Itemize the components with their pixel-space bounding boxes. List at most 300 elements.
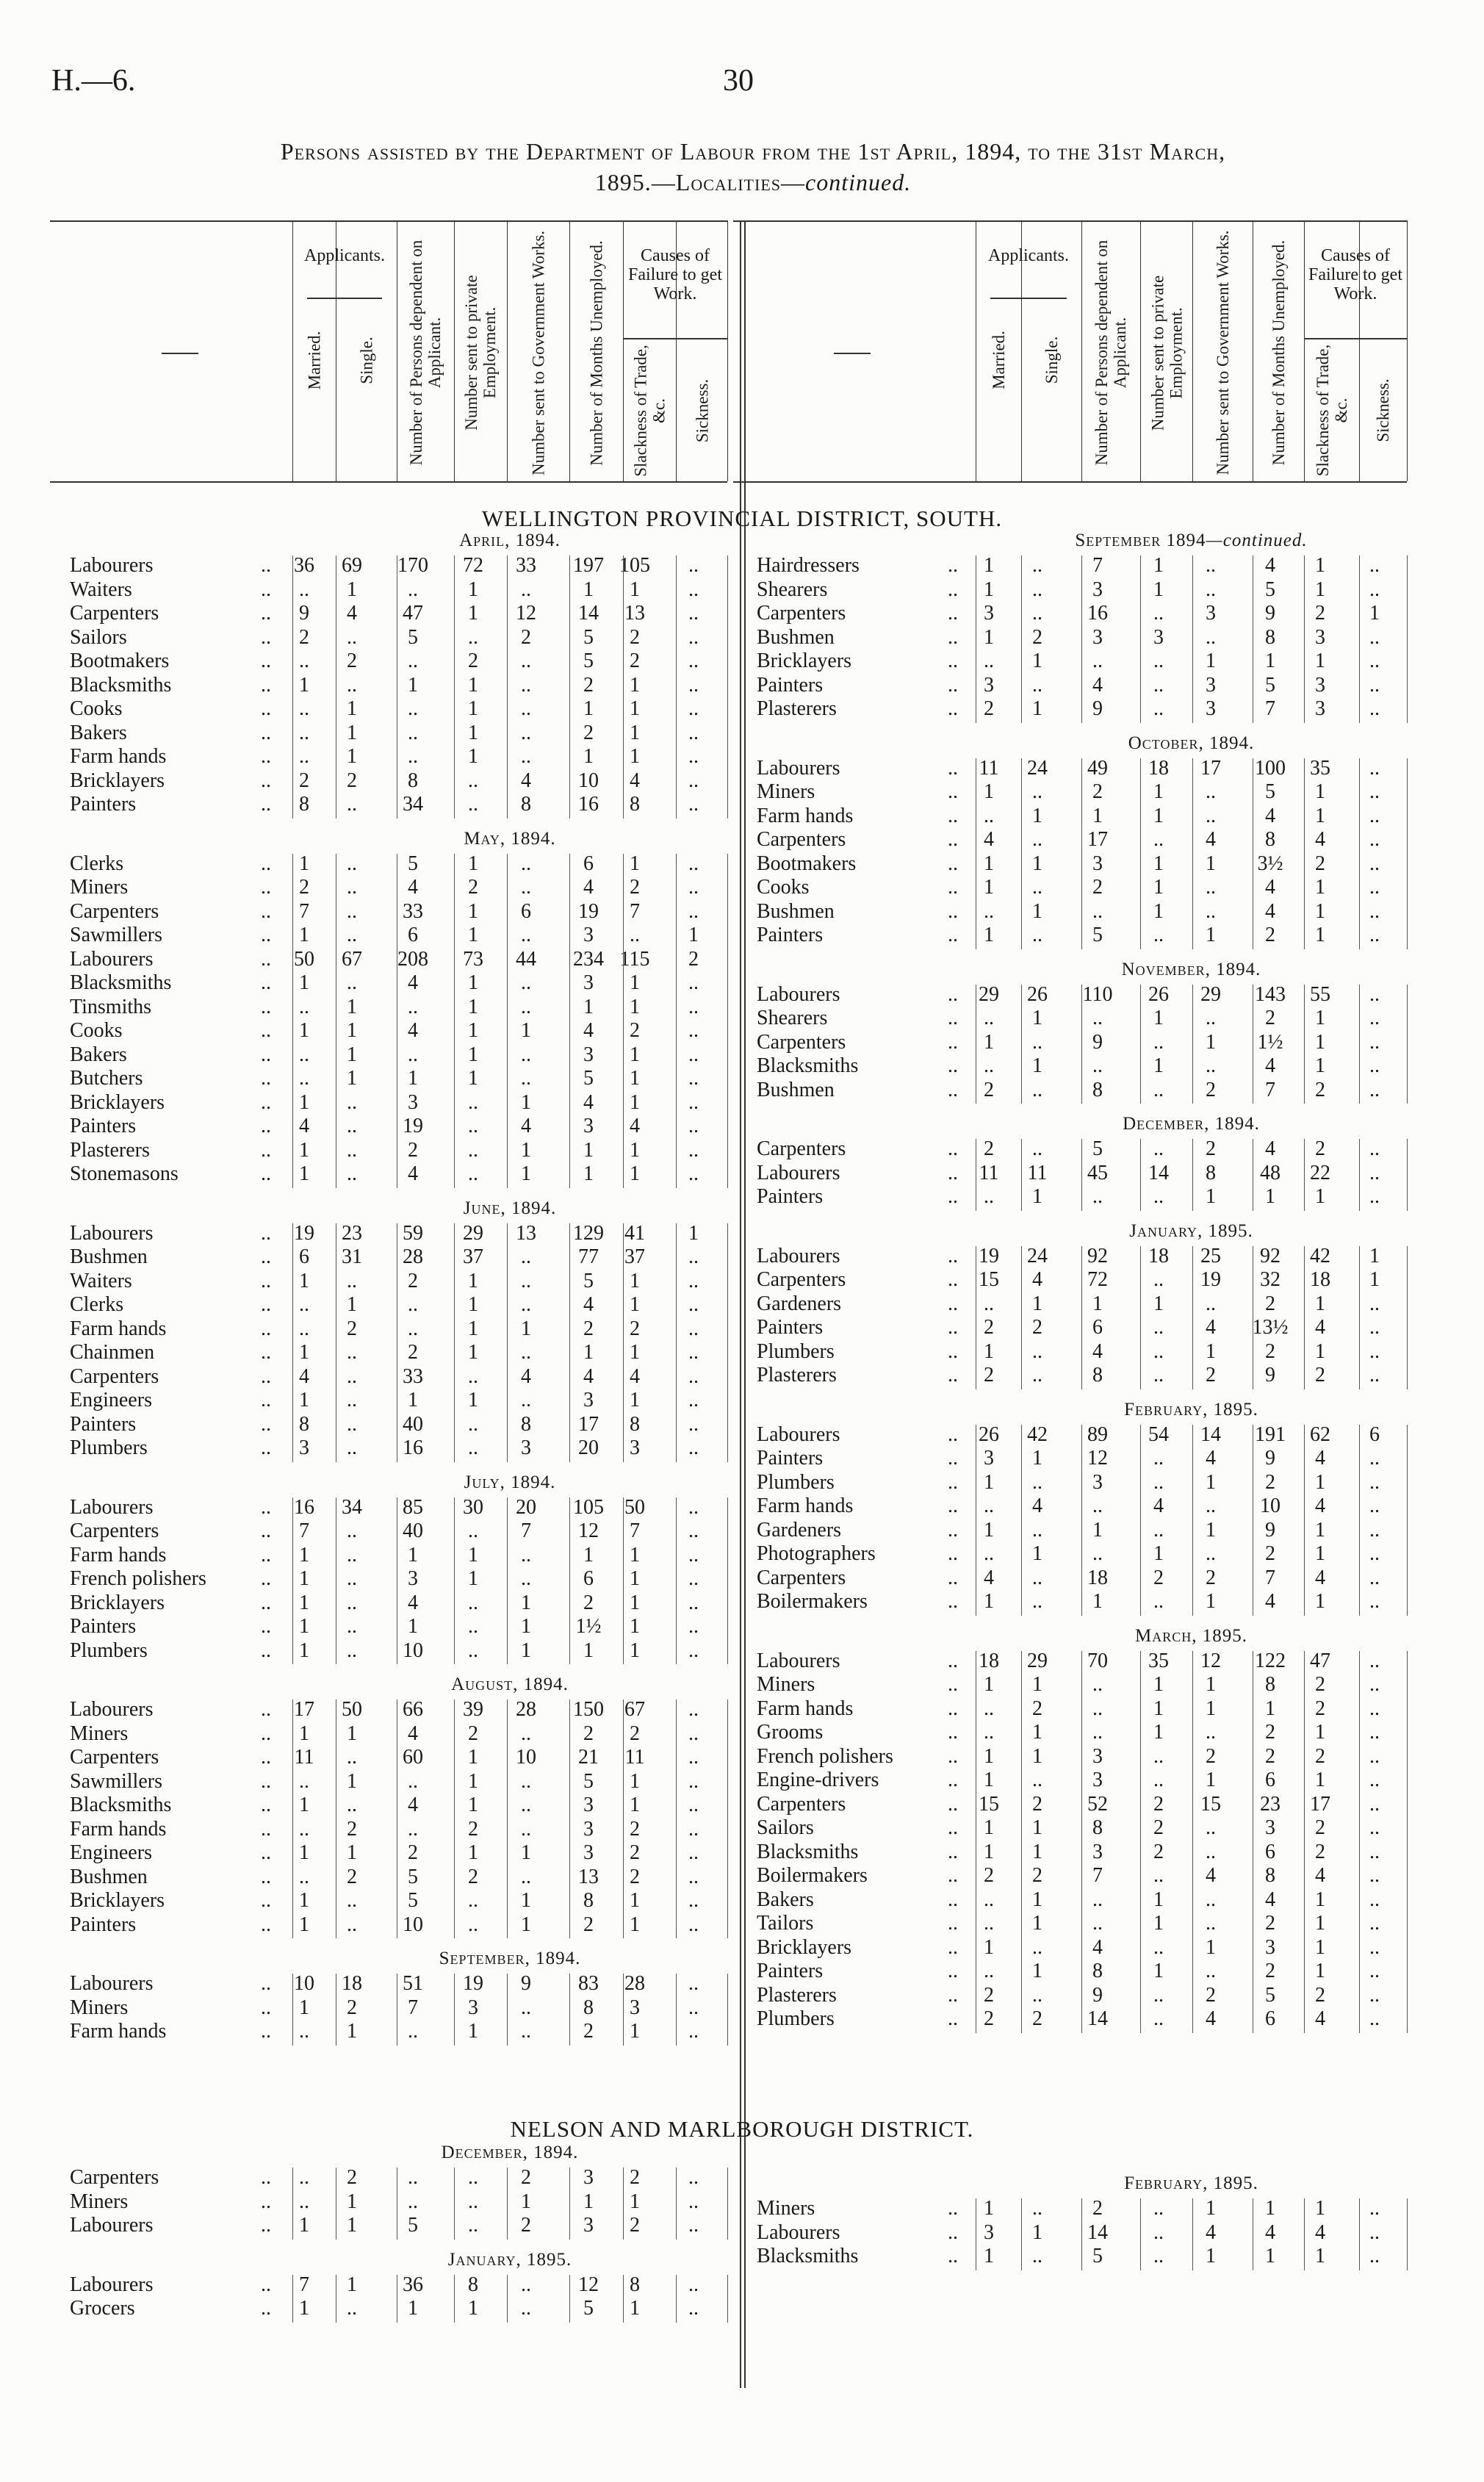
row-cell: .. (688, 1115, 699, 1137)
row-leader-dots: .. (261, 2020, 271, 2043)
row-cell: .. (1369, 650, 1380, 672)
page-reference: H.—6. (51, 64, 136, 98)
row-cell: .. (1032, 1566, 1042, 1589)
row-label: Chainmen (70, 1341, 155, 1364)
row-cell: 18 (979, 1649, 999, 1672)
row-cell: 1 (984, 1339, 994, 1363)
row-cell: 2 (583, 1913, 594, 1936)
row-cell: 4 (583, 1090, 594, 1114)
row-cell: .. (1153, 2197, 1164, 2220)
row-cell: 3 (1092, 625, 1103, 649)
row-cell: 2 (1315, 1744, 1325, 1768)
row-label: Farm hands (70, 2020, 167, 2043)
row-cell: 4 (1315, 2220, 1325, 2244)
row-col-line-left (623, 1699, 624, 1938)
row-leader-dots: .. (261, 1817, 271, 1841)
row-cell: 1 (299, 673, 309, 697)
row-cell: 85 (403, 1495, 423, 1519)
header-left-col-1: Single. (357, 336, 375, 384)
row-cell: 3 (583, 971, 594, 994)
header-left-col-5: Number of Months Unemployed. (587, 240, 605, 466)
table-row (70, 900, 727, 924)
row-cell: 1 (299, 1269, 309, 1292)
row-cell: .. (521, 852, 531, 875)
row-cell: 1 (1315, 1030, 1325, 1054)
row-cell: .. (1206, 1007, 1216, 1029)
column-separator-b (744, 220, 746, 2388)
row-cell: 3 (408, 1567, 418, 1590)
row-leader-dots: .. (261, 1115, 271, 1137)
row-cell: .. (1153, 1864, 1164, 1887)
row-col-line-left (676, 555, 677, 819)
row-leader-dots: .. (948, 1137, 958, 1160)
row-cell: .. (347, 1389, 357, 1411)
month-heading-suffix: —continued. (1206, 530, 1308, 550)
row-cell: .. (1369, 1649, 1380, 1672)
row-cell: 11 (1027, 1161, 1048, 1184)
row-cell: 40 (403, 1519, 423, 1542)
row-cell: .. (688, 578, 699, 601)
row-cell: 5 (1265, 578, 1275, 601)
row-cell: 1 (521, 1841, 531, 1864)
row-leader-dots: .. (948, 1697, 958, 1720)
row-cell: .. (688, 2190, 699, 2213)
row-cell: 1 (1369, 1244, 1380, 1267)
row-cell: 3 (984, 2220, 994, 2244)
row-cell: 26 (1027, 982, 1048, 1006)
row-leader-dots: .. (261, 1639, 271, 1662)
row-cell: 2 (1153, 1566, 1164, 1589)
row-leader-dots: .. (261, 1138, 271, 1162)
row-cell: 2 (299, 625, 309, 649)
row-cell: 2 (1153, 1816, 1164, 1839)
row-cell: 10 (294, 1972, 314, 1995)
row-cell: 2 (630, 625, 640, 649)
row-col-line-left (507, 555, 508, 819)
row-col-line-left (454, 1223, 455, 1462)
row-cell: 33 (403, 899, 423, 923)
row-cell: 1 (630, 1389, 640, 1411)
row-cell: .. (1369, 1137, 1380, 1160)
row-leader-dots: .. (261, 1841, 271, 1864)
row-cell: 42 (1310, 1244, 1330, 1267)
row-cell: 1 (984, 1744, 994, 1768)
row-cell: .. (688, 769, 699, 792)
row-cell: 17 (294, 1698, 314, 1721)
row-cell: .. (1369, 1518, 1380, 1542)
row-col-line-left (623, 2275, 624, 2323)
table-row (70, 2214, 727, 2238)
row-col-line-left (454, 1699, 455, 1938)
row-leader-dots: .. (261, 1436, 271, 1459)
row-cell: .. (1092, 1697, 1103, 1720)
row-cell: 4 (408, 1722, 418, 1745)
row-col-line-right (1407, 758, 1408, 949)
row-cell: 5 (583, 625, 594, 649)
row-cell: 17 (1087, 828, 1108, 851)
row-label: Painters (757, 673, 824, 697)
row-cell: 6 (1265, 1840, 1275, 1863)
row-cell: .. (1032, 1769, 1042, 1791)
row-cell: 1 (1032, 1542, 1042, 1565)
row-cell: 1 (347, 578, 357, 601)
row-cell: 2 (1153, 1840, 1164, 1863)
row-cell: 72 (463, 554, 483, 577)
row-cell: .. (347, 852, 357, 875)
row-col-line-left (292, 2275, 293, 2323)
row-cell: .. (1369, 1792, 1380, 1816)
row-col-line-left (454, 555, 455, 819)
row-cell: 3 (583, 1389, 594, 1411)
row-cell: 4 (1265, 899, 1275, 923)
row-leader-dots: .. (948, 1054, 958, 1077)
row-cell: 1 (984, 1030, 994, 1054)
row-col-line-left (676, 1974, 677, 2046)
row-cell: 170 (397, 554, 428, 577)
row-cell: 2 (299, 769, 309, 792)
row-cell: .. (1153, 1030, 1164, 1054)
row-leader-dots: .. (261, 1698, 271, 1721)
row-label: Labourers (757, 2220, 840, 2244)
row-cell: 19 (463, 1972, 483, 1995)
row-cell: 13½ (1252, 1316, 1289, 1339)
row-cell: 51 (403, 1972, 423, 1995)
row-col-line-left (676, 1497, 677, 1665)
row-cell: 1 (984, 876, 994, 899)
row-cell: 1 (1092, 1590, 1103, 1613)
row-cell: .. (299, 1769, 309, 1793)
row-leader-dots: .. (948, 1864, 958, 1887)
row-col-line-left (292, 2168, 293, 2240)
row-cell: 19 (979, 1244, 999, 1267)
row-cell: 33 (403, 1364, 423, 1388)
row-cell: .. (299, 578, 309, 601)
row-label: Waiters (70, 578, 132, 601)
row-cell: 45 (1087, 1161, 1108, 1184)
row-cell: 8 (1265, 1864, 1275, 1887)
row-label: Sawmillers (70, 1769, 162, 1793)
row-cell: 36 (294, 554, 314, 577)
row-leader-dots: .. (948, 1339, 958, 1363)
row-label: Plasterers (70, 1138, 150, 1162)
row-cell: 1 (630, 1615, 640, 1638)
row-label: Carpenters (757, 1566, 846, 1589)
row-cell: 4 (984, 1566, 994, 1589)
row-cell: 1 (468, 673, 478, 697)
row-cell: 3 (1092, 1769, 1103, 1791)
row-cell: 2 (1315, 852, 1325, 875)
row-cell: .. (688, 1389, 699, 1411)
header-bottom-rule-left (50, 481, 727, 483)
table-row (70, 1115, 727, 1139)
row-leader-dots: .. (948, 780, 958, 803)
row-cell: 1 (1153, 780, 1164, 803)
row-cell: .. (1369, 1935, 1380, 1959)
row-cell: .. (688, 1591, 699, 1614)
row-cell: 4 (521, 769, 531, 792)
row-cell: 2 (521, 2214, 531, 2237)
row-col-line-left (623, 555, 624, 819)
row-cell: 17 (1310, 1792, 1330, 1816)
row-cell: .. (299, 2166, 309, 2189)
row-cell: 2 (583, 673, 594, 697)
header-top-rule-right (733, 220, 1407, 222)
row-leader-dots: .. (948, 982, 958, 1006)
row-cell: .. (1206, 1960, 1216, 1982)
row-cell: .. (688, 1889, 699, 1912)
row-label: Plasterers (757, 697, 837, 720)
row-col-line-right (1021, 1651, 1022, 2033)
row-cell: .. (688, 2166, 699, 2189)
row-cell: 77 (578, 1245, 599, 1268)
row-cell: 1 (1369, 1268, 1380, 1291)
row-cell: 1 (1206, 2197, 1216, 2220)
row-cell: .. (521, 1769, 531, 1793)
row-cell: 3 (1265, 1816, 1275, 1839)
row-cell: 70 (1087, 1649, 1108, 1672)
row-cell: .. (408, 1317, 418, 1340)
row-cell: 3 (630, 1436, 640, 1459)
row-cell: 1 (347, 1769, 357, 1793)
row-cell: .. (1092, 650, 1103, 672)
row-col-line-right (1140, 1651, 1141, 2033)
row-cell: 1 (1032, 1840, 1042, 1863)
row-cell: 8 (299, 1412, 309, 1436)
row-col-line-right (1192, 2198, 1193, 2270)
row-col-line-right (1359, 758, 1360, 949)
table-row (70, 971, 727, 996)
row-cell: .. (688, 1019, 699, 1042)
row-cell: 9 (299, 602, 309, 625)
table-row (70, 626, 727, 650)
row-cell: .. (1032, 1078, 1042, 1101)
table-row (70, 2020, 727, 2044)
row-cell: 83 (578, 1972, 599, 1995)
row-cell: .. (1153, 924, 1164, 946)
row-cell: .. (1369, 1983, 1380, 2007)
row-cell: 1 (630, 995, 640, 1018)
row-cell: 3 (583, 924, 594, 946)
row-cell: 1 (1265, 650, 1275, 672)
row-cell: .. (521, 1341, 531, 1364)
row-col-line-right (1359, 1246, 1360, 1389)
row-cell: 1 (984, 1816, 994, 1839)
row-cell: .. (521, 2020, 531, 2043)
row-cell: 52 (1087, 1792, 1108, 1816)
row-cell: 1 (984, 1769, 994, 1791)
row-cell: .. (468, 1364, 478, 1388)
row-cell: 2 (1315, 1983, 1325, 2007)
row-cell: 1 (984, 625, 994, 649)
row-cell: 6 (583, 1567, 594, 1590)
row-cell: .. (1032, 1470, 1042, 1494)
month-heading-left-w-3: July, 1894. (464, 1472, 556, 1492)
row-cell: 2 (1206, 1137, 1216, 1160)
row-leader-dots: .. (948, 924, 958, 946)
row-label: Engineers (70, 1841, 152, 1864)
row-cell: 1 (521, 1889, 531, 1912)
row-cell: 4 (1206, 1447, 1216, 1470)
row-cell: 1 (299, 1889, 309, 1912)
row-cell: 8 (1265, 828, 1275, 851)
row-cell: 33 (516, 554, 536, 577)
row-label: Boilermakers (757, 1864, 868, 1887)
row-col-line-left (569, 1974, 570, 2046)
row-cell: 4 (1315, 1494, 1325, 1517)
row-cell: 150 (573, 1698, 604, 1721)
row-leader-dots: .. (948, 1518, 958, 1542)
row-cell: 1 (299, 924, 309, 946)
row-cell: 13 (516, 1221, 536, 1245)
row-col-line-left (727, 2168, 728, 2240)
row-cell: .. (299, 1043, 309, 1066)
row-cell: .. (688, 650, 699, 672)
table-row (70, 1091, 727, 1115)
row-label: Labourers (70, 2273, 154, 2296)
row-cell: .. (521, 1269, 531, 1292)
row-cell: 4 (1265, 804, 1275, 827)
row-cell: 1 (1315, 1339, 1325, 1363)
row-cell: 5 (583, 1269, 594, 1292)
row-cell: .. (984, 1721, 994, 1744)
row-cell: 1 (299, 1389, 309, 1411)
row-cell: .. (408, 2020, 418, 2043)
table-row (70, 1698, 727, 1722)
row-label: Carpenters (757, 828, 846, 851)
row-cell: 1 (299, 1841, 309, 1864)
row-col-line-left (623, 2168, 624, 2240)
row-cell: .. (347, 1412, 357, 1436)
row-leader-dots: .. (948, 1316, 958, 1339)
row-cell: 1 (1032, 852, 1042, 875)
row-cell: 1 (408, 1543, 418, 1566)
row-cell: 1 (521, 1317, 531, 1340)
row-cell: .. (1092, 1494, 1103, 1517)
row-cell: 105 (619, 554, 650, 577)
row-cell: 19 (1200, 1268, 1221, 1291)
row-cell: 1 (347, 1293, 357, 1316)
row-cell: 8 (299, 793, 309, 816)
row-label: Bakers (70, 721, 127, 744)
district-heading-wellington: WELLINGTON PROVINCIAL DISTRICT, SOUTH. (481, 506, 1003, 531)
row-cell: 1 (630, 971, 640, 994)
row-leader-dots: .. (948, 852, 958, 875)
row-cell: 3 (984, 673, 994, 697)
row-cell: 4 (583, 1364, 594, 1388)
row-col-line-right (1021, 1139, 1022, 1211)
row-cell: 1 (630, 1043, 640, 1066)
row-cell: 1 (347, 1019, 357, 1042)
row-cell: 1 (630, 2297, 640, 2320)
row-col-line-left (676, 2168, 677, 2240)
row-cell: .. (347, 924, 357, 946)
row-leader-dots: .. (261, 852, 271, 875)
row-cell: .. (408, 2190, 418, 2213)
row-cell: .. (299, 1293, 309, 1316)
row-label: Carpenters (70, 899, 159, 923)
table-row (70, 674, 727, 698)
row-cell: 4 (1092, 1935, 1103, 1959)
row-cell: .. (688, 1519, 699, 1542)
row-cell: 30 (463, 1495, 483, 1519)
table-row (70, 1222, 727, 1246)
row-leader-dots: .. (261, 1412, 271, 1436)
row-cell: 2 (468, 876, 478, 899)
row-cell: 9 (1265, 1364, 1275, 1386)
row-label: Miners (70, 876, 129, 899)
row-cell: 34 (403, 793, 423, 816)
header-left-col-2: Number of Persons dependent on Applicant. (407, 240, 444, 466)
row-cell: .. (347, 625, 357, 649)
row-cell: 15 (1200, 1792, 1221, 1816)
row-label: Bakers (70, 1043, 127, 1066)
row-cell: 2 (984, 2007, 994, 2030)
table-row (70, 996, 727, 1020)
row-cell: 1 (1206, 1470, 1216, 1494)
row-cell: 5 (408, 1889, 418, 1912)
row-cell: 7 (1265, 1078, 1275, 1101)
month-heading-left-w-4: August, 1894. (451, 1675, 569, 1694)
row-cell: 25 (1200, 1244, 1221, 1267)
row-cell: 3 (630, 1996, 640, 2019)
table-row (70, 1818, 727, 1842)
row-col-line-right (1192, 758, 1193, 949)
row-leader-dots: .. (948, 828, 958, 851)
row-cell: .. (1153, 673, 1164, 697)
row-leader-dots: .. (261, 602, 271, 625)
row-label: Blacksmiths (757, 1840, 859, 1863)
row-cell: .. (1369, 1769, 1380, 1791)
row-label: Plumbers (757, 1339, 835, 1363)
row-cell: 29 (979, 982, 999, 1006)
row-cell: 3 (583, 1043, 594, 1066)
row-label: Blacksmiths (70, 971, 172, 994)
row-cell: 16 (578, 793, 599, 816)
row-label: Carpenters (757, 1030, 846, 1054)
row-cell: 1 (1206, 1590, 1216, 1613)
row-col-line-left (292, 1699, 293, 1938)
row-cell: 2 (630, 1865, 640, 1888)
row-cell: .. (347, 1090, 357, 1114)
row-cell: .. (688, 1769, 699, 1793)
row-cell: 1 (1032, 1912, 1042, 1935)
row-cell: .. (688, 1794, 699, 1816)
row-cell: 13 (578, 1865, 599, 1888)
row-cell: 7 (1092, 1864, 1103, 1887)
row-label: Painters (70, 1115, 137, 1137)
row-label: Labourers (70, 1221, 154, 1245)
row-cell: .. (688, 745, 699, 768)
row-cell: 4 (1206, 1864, 1216, 1887)
month-heading-left-w-2: June, 1894. (463, 1198, 557, 1218)
row-leader-dots: .. (261, 1495, 271, 1519)
row-cell: .. (1206, 1912, 1216, 1935)
row-cell: .. (1206, 780, 1216, 803)
row-cell: .. (1206, 578, 1216, 601)
row-cell: .. (688, 1817, 699, 1841)
month-heading-right-w-2: November, 1894. (1121, 959, 1261, 979)
row-cell: 2 (1315, 1137, 1325, 1160)
row-cell: .. (347, 1341, 357, 1364)
row-cell: .. (299, 995, 309, 1018)
row-cell: .. (1369, 1316, 1380, 1339)
row-cell: 28 (624, 1972, 645, 1995)
row-cell: .. (1369, 1364, 1380, 1386)
row-cell: .. (1369, 578, 1380, 601)
table-row (70, 554, 727, 578)
row-cell: .. (347, 1162, 357, 1185)
row-label: Plasterers (757, 1983, 837, 2007)
